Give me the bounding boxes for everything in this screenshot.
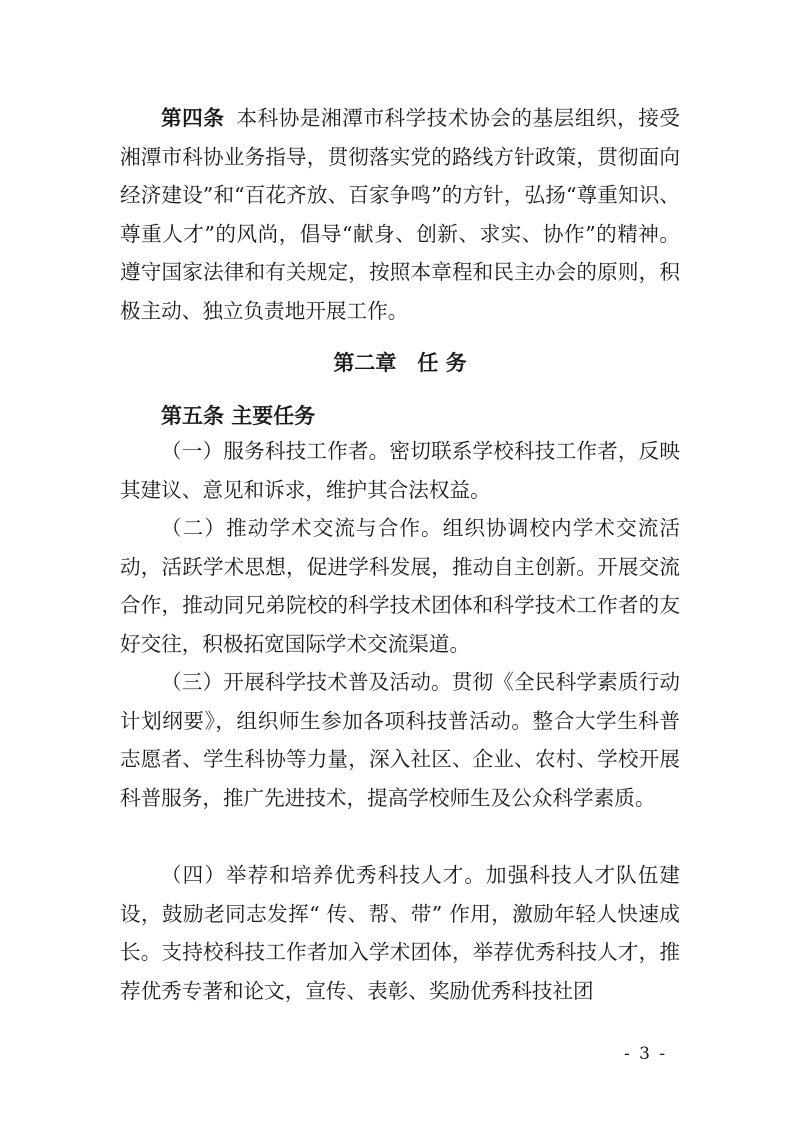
task-item-3: （三）开展科学技术普及活动。贯彻《全民科学素质行动计划纲要》，组织师生参加各项科技普活动。整合大学生科普志愿者、学生科协等力量，深入社区、企业、农村、学校开展科普服务，推广先进技术，提高学校师生及公众科学素质。 (120, 670, 680, 810)
article-4-lead: 第四条 (161, 106, 225, 130)
task-item-1: （一）服务科技工作者。密切联系学校科技工作者，反映其建议、意见和诉求，维护其合法权益。 (120, 439, 680, 502)
chapter-title: 第二章 任 务 (333, 351, 467, 375)
task-item-4: （四）举荐和培养优秀科技人才。加强科技人才队伍建设，鼓励老同志发挥“ 传、帮、带” 作用，激励年轻人快速成长。支持校科技工作者加入学术团体，举荐优秀科技人才，推荐优秀专著和论文，宣传、表彰、奖励优秀科技社团 (120, 863, 680, 1003)
article-4-text: 本科协是湘潭市科学技术协会的基层组织，接受湘潭市科协业务指导，贯彻落实党的路线方针政策，贯彻面向经济建设”和“百花齐放、百家争鸣”的方针，弘扬“尊重知识、尊重人才”的风尚，倡导“献身、创新、求实、协作”的精神。遵守国家法律和有关规定，按照本章程和民主办会的原则，积极主动、独立负责地开展工作。 (120, 106, 681, 323)
article-4-paragraph (120, 99, 680, 331)
task-item-2: （二）推动学术交流与合作。组织协调校内学术交流活动，活跃学术思想，促进学科发展，推动自主创新。开展交流合作，推动同兄弟院校的科学技术团体和科学技术工作者的友好交往，积极拓宽国际学术交流渠道。 (120, 516, 680, 656)
page-number: - 3 - (624, 1044, 668, 1064)
article-5-heading: 第五条 主要任务 (161, 404, 316, 428)
